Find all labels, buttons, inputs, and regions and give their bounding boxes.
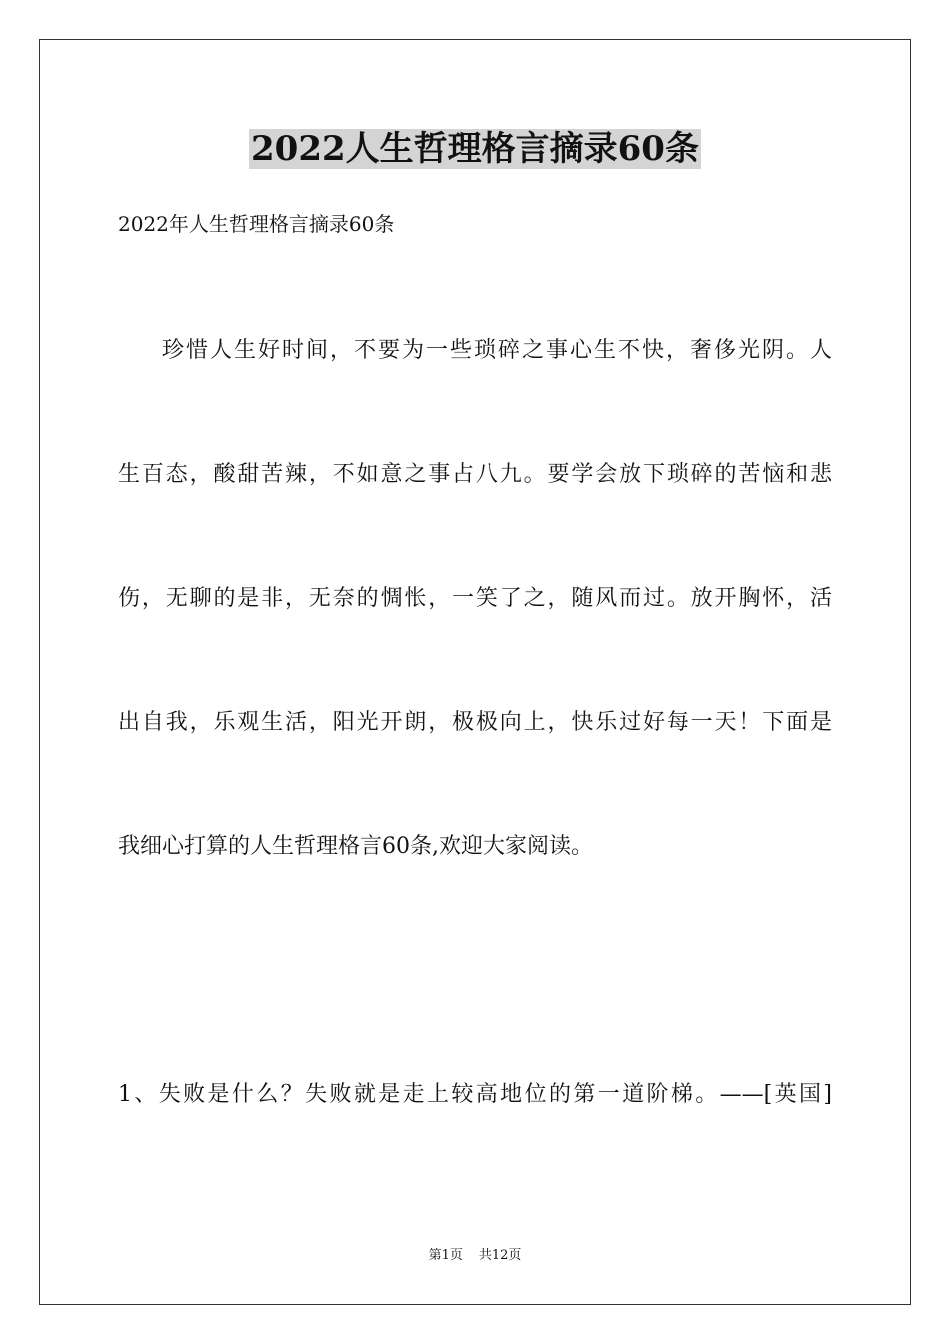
page-total: 共12页 [478, 1248, 522, 1263]
document-title [0, 126, 950, 172]
quote-item: 1、失败是什么？失败就是走上较高地位的第一道阶梯。——[英国] [118, 1082, 832, 1107]
intro-line: 生百态，酸甜苦辣，不如意之事占八九。要学会放下琐碎的苦恼和悲 [118, 462, 832, 487]
document-title-text: 2022人生哲理格言摘录60条 [251, 129, 699, 169]
intro-line: 我细心打算的人生哲理格言60条,欢迎大家阅读。 [118, 834, 593, 859]
document-subtitle: 2022年人生哲理格言摘录60条 [118, 212, 395, 236]
page-footer [0, 1247, 950, 1265]
intro-line: 珍惜人生好时间，不要为一些琐碎之事心生不快，奢侈光阴。人 [162, 338, 832, 363]
intro-line: 伤，无聊的是非，无奈的惆怅，一笑了之，随风而过。放开胸怀，活 [118, 586, 832, 611]
page-number: 第1页 [428, 1248, 463, 1263]
intro-line: 出自我，乐观生活，阳光开朗，极极向上，快乐过好每一天！下面是 [118, 710, 832, 735]
